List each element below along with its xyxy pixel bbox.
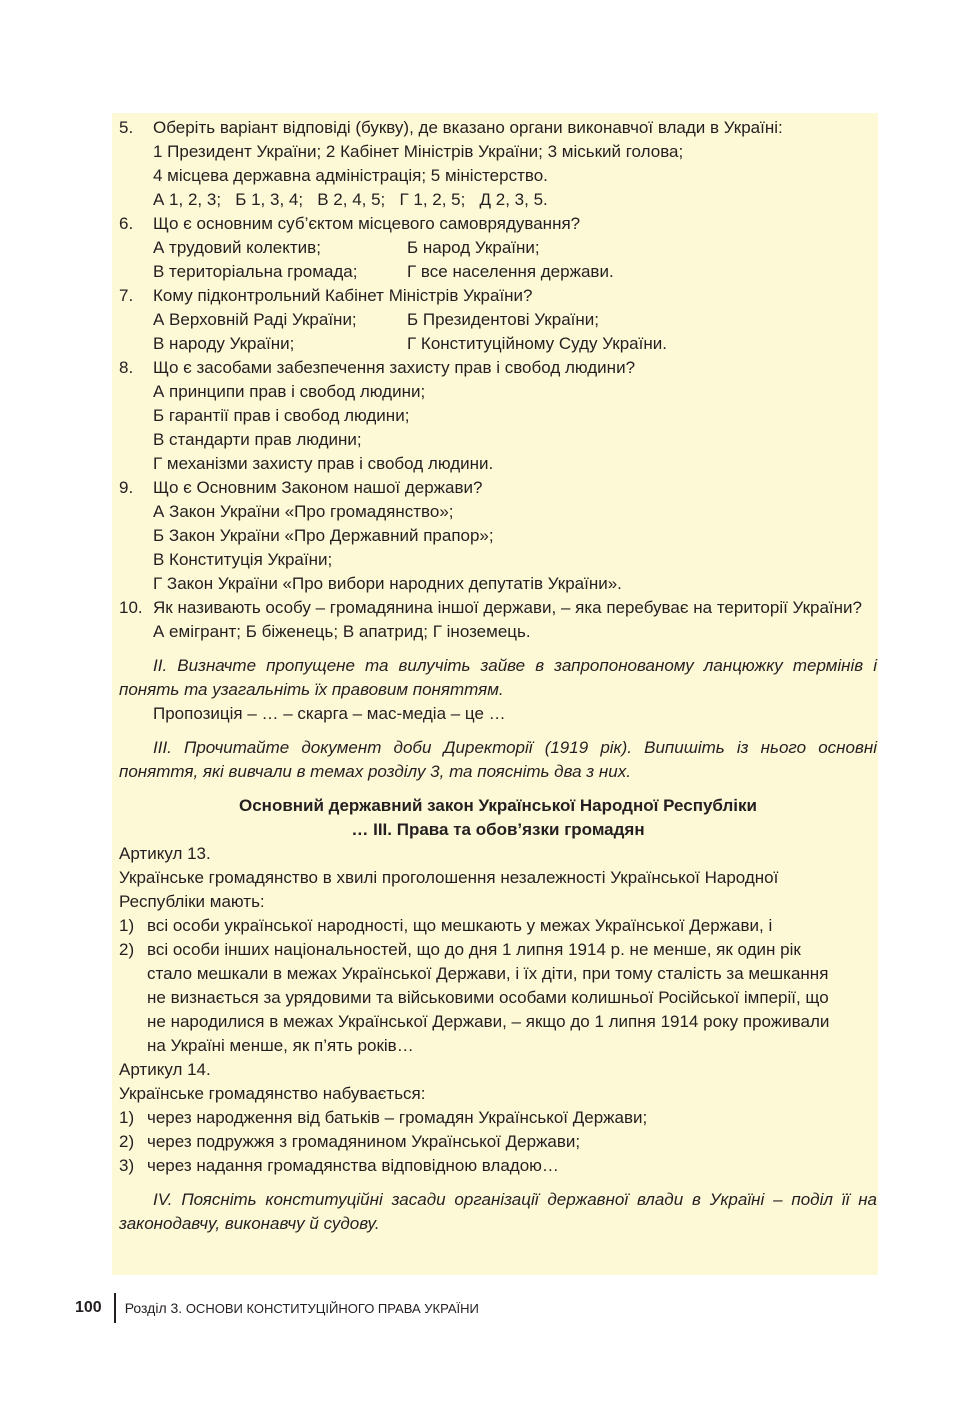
question-10 [119, 596, 877, 644]
question-line: 1 Президент України; 2 Кабінет Міністрів України; 3 міський голова; [153, 142, 684, 161]
list-number: 2) [119, 940, 135, 959]
question-line: 4 місцева державна адміністрація; 5 міністерство. [153, 166, 548, 185]
footer-divider [114, 1293, 116, 1323]
option-v: В територіальна громада; [153, 262, 358, 281]
article-13-intro: Українське громадянство в хвилі проголошення незалежності Української Народної Республіки мають: [119, 868, 779, 911]
question-number: 10. [119, 598, 143, 617]
page-number: 100 [75, 1299, 102, 1316]
list-item [119, 1106, 877, 1130]
list-number: 1) [119, 1108, 135, 1127]
question-number: 8. [119, 358, 134, 377]
document-title: Основний державний закон Української Народної Республіки [239, 796, 757, 815]
question-number: 7. [119, 286, 134, 305]
option-v: В Конституція України; [153, 550, 333, 569]
question-text: Що є основним суб’єктом місцевого самоврядування? [153, 214, 581, 233]
list-item [119, 938, 877, 1058]
question-6 [119, 212, 877, 284]
question-text: Що є засобами забезпечення захисту прав і свобод людини? [153, 358, 636, 377]
list-item [119, 1130, 877, 1154]
option-a: А трудовий колектив; [153, 238, 321, 257]
list-number: 3) [119, 1156, 135, 1175]
option-b: Б народ України; [407, 238, 540, 257]
option-v: В стандарти прав людини; [153, 430, 362, 449]
list-number: 1) [119, 916, 135, 935]
question-text: Як називають особу – громадянина іншої держави, – яка перебуває на території України? [153, 598, 862, 617]
option-g: Г Конституційному Суду України. [407, 334, 667, 353]
list-item [119, 1154, 877, 1178]
document-subtitle: … ІІІ. Права та обов’язки громадян [351, 820, 645, 839]
article-13-heading: Артикул 13. [119, 844, 211, 863]
question-number: 9. [119, 478, 134, 497]
page-footer [75, 1293, 479, 1323]
task-4-instruction: IV. Поясніть конституційні засади організації державної влади в Україні – поділ її на законодавчу, виконавчу й судову. [119, 1190, 877, 1233]
option-v: В народу України; [153, 334, 295, 353]
question-8 [119, 356, 877, 476]
task-2-instruction: ІІ. Визначте пропущене та вилучіть зайве в запропонованому ланцюжку термінів і понять та узагальніть їх правовим поняттям. [119, 656, 877, 699]
answer-options: А 1, 2, 3; Б 1, 3, 4; В 2, 4, 5; Г 1, 2, 5; Д 2, 3, 5. [153, 190, 548, 209]
option-b: Б Президентові України; [407, 310, 599, 329]
answer-options: А емігрант; Б біженець; В апатрид; Г іноземець. [153, 622, 531, 641]
list-text: всі особи інших національностей, що до дня 1 липня 1914 р. не менше, як один рік стало мешкали в межах Української Держави, і їх діти, при тому сталість за мешкання не визнається за урядовими та військовими особами колишньої Російської імперії, що не народилися в межах Української Держави, – якщо до 1 липня 1914 року проживали на Україні менше, як п’ять років… [147, 940, 830, 1055]
question-text: Що є Основним Законом нашої держави? [153, 478, 483, 497]
question-text: Оберіть варіант відповіді (букву), де вказано органи виконавчої влади в Україні: [153, 118, 783, 137]
chapter-prefix: Розділ 3. [124, 1300, 183, 1316]
article-14-heading: Артикул 14. [119, 1060, 211, 1079]
option-a: А Закон України «Про громадянство»; [153, 502, 454, 521]
question-number: 5. [119, 118, 134, 137]
option-g: Г все населення держави. [407, 262, 614, 281]
task-3-instruction: ІІІ. Прочитайте документ доби Директорії (1919 рік). Випишіть із нього основні поняття, які вивчали в темах розділу 3, та поясніть два з них. [119, 738, 877, 781]
list-number: 2) [119, 1132, 135, 1151]
list-text: через подружжя з громадянином Української Держави; [147, 1132, 581, 1151]
question-text: Кому підконтрольний Кабінет Міністрів України? [153, 286, 533, 305]
option-g: Г Закон України «Про вибори народних депутатів України». [153, 574, 622, 593]
option-a: А принципи прав і свобод людини; [153, 382, 426, 401]
list-text: всі особи української народності, що мешкають у межах Української Держави, і [147, 916, 773, 935]
option-b: Б гарантії прав і свобод людини; [153, 406, 410, 425]
task-2-chain: Пропозиція – … – скарга – мас-медіа – це … [153, 704, 506, 723]
option-b: Б Закон України «Про Державний прапор»; [153, 526, 494, 545]
page-content [119, 116, 877, 1236]
chapter-title: ОСНОВИ КОНСТИТУЦІЙНОГО ПРАВА УКРАЇНИ [185, 1300, 479, 1316]
list-text: через народження від батьків – громадян Української Держави; [147, 1108, 648, 1127]
question-7 [119, 284, 877, 356]
article-14-intro: Українське громадянство набувається: [119, 1084, 426, 1103]
option-g: Г механізми захисту прав і свобод людини. [153, 454, 494, 473]
question-number: 6. [119, 214, 134, 233]
question-5 [119, 116, 877, 212]
list-item [119, 914, 877, 938]
list-text: через надання громадянства відповідною владою… [147, 1156, 559, 1175]
question-9 [119, 476, 877, 596]
option-a: А Верховній Раді України; [153, 310, 357, 329]
